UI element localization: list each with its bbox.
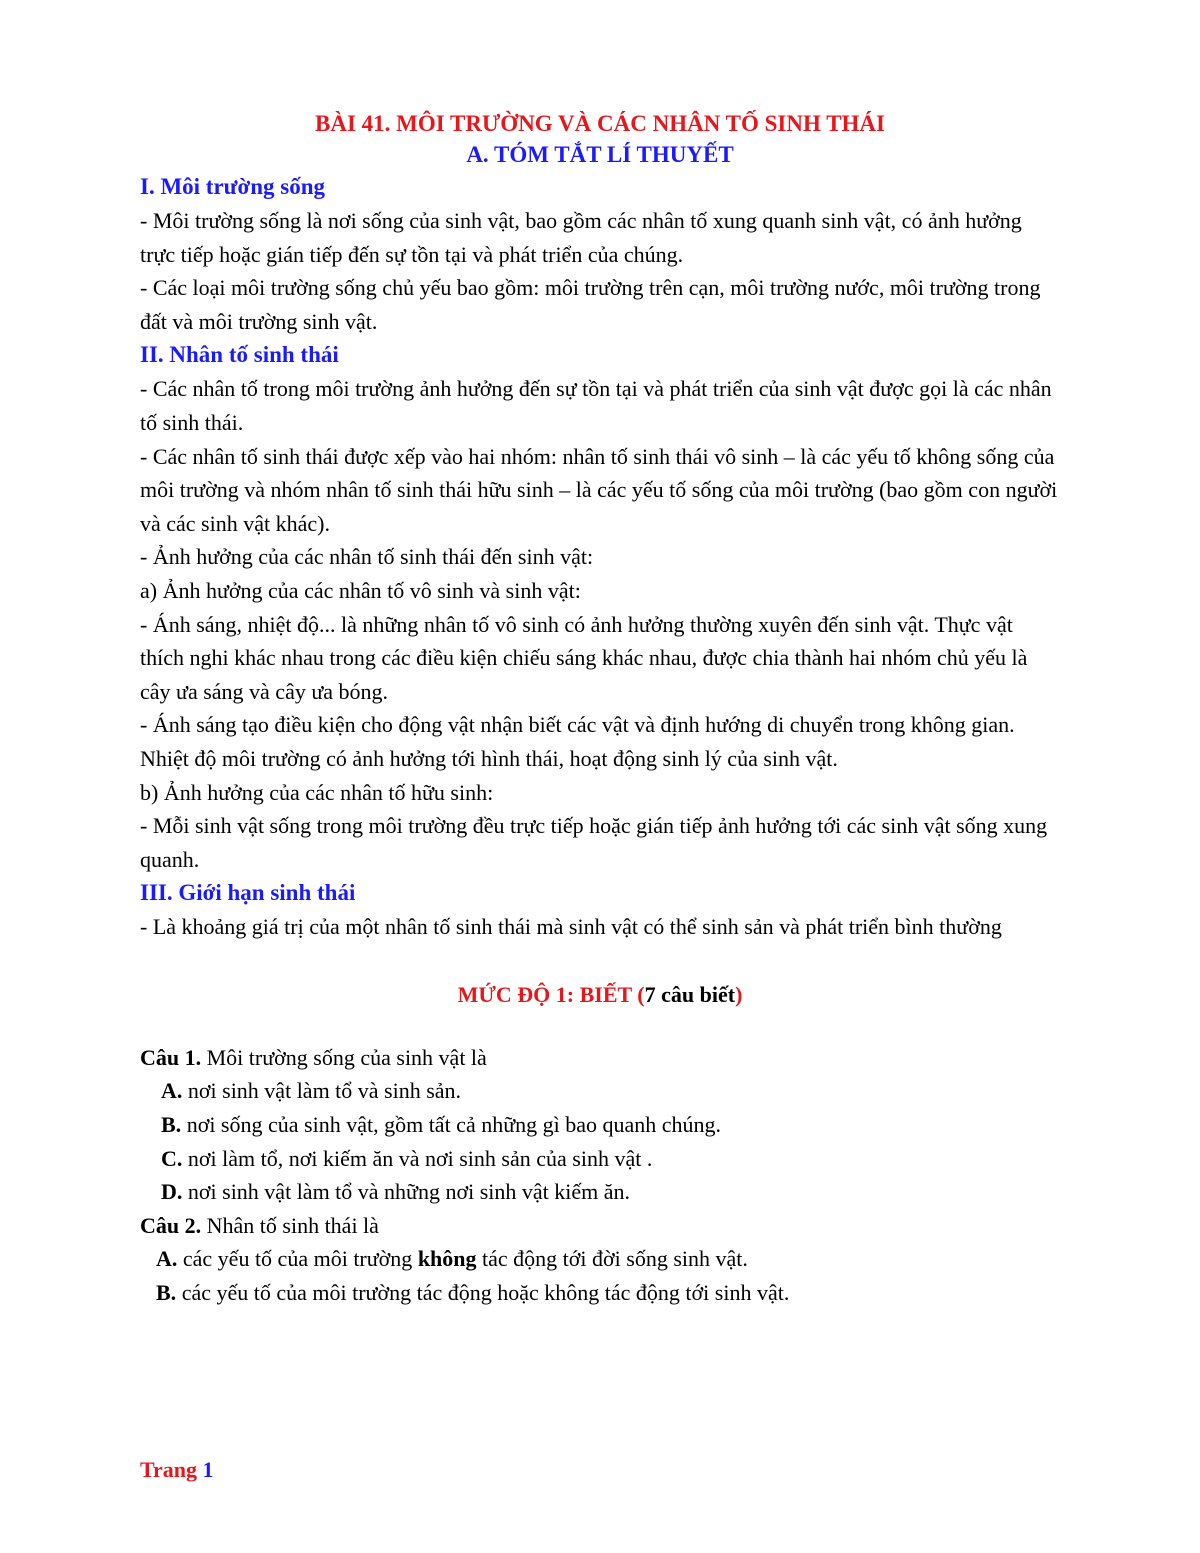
question-label: Câu 2. [140, 1212, 202, 1238]
option-text: nơi sinh vật làm tổ và những nơi sinh vật kiếm ăn. [182, 1179, 631, 1205]
question-2 [140, 1209, 1060, 1243]
footer-page-number: 1 [202, 1457, 214, 1482]
section-heading-ecological-factors: II. Nhân tố sinh thái [140, 342, 339, 368]
level-paren-close: ) [735, 981, 743, 1007]
question-text: Môi trường sống của sinh vật là [201, 1044, 487, 1070]
option-a [140, 1242, 1060, 1276]
option-text: nơi làm tổ, nơi kiếm ăn và nơi sinh sản của sinh vật . [182, 1145, 653, 1171]
footer-label: Trang [140, 1457, 203, 1482]
option-c [140, 1142, 1060, 1176]
paragraph: - Môi trường sống là nơi sống của sinh vật, bao gồm các nhân tố xung quanh sinh vật, có ảnh hưởng trực tiếp hoặc gián tiếp đến sự tồn tại và phát triển của chúng. [140, 208, 1022, 267]
level-label: MỨC ĐỘ 1: BIẾT [457, 981, 632, 1007]
option-b [140, 1108, 1060, 1142]
paragraph: - Các nhân tố sinh thái được xếp vào hai nhóm: nhân tố sinh thái vô sinh – là các yếu tố không sống của môi trường và nhóm nhân tố sinh thái hữu sinh – là các yếu tố sống của môi trường (bao gồm con người và các sinh vật khác). [140, 443, 1058, 536]
paragraph: b) Ảnh hưởng của các nhân tố hữu sinh: [140, 779, 494, 805]
summary-title: A. TÓM TẮT LÍ THUYẾT [466, 142, 734, 167]
paragraph: a) Ảnh hưởng của các nhân tố vô sinh và sinh vật: [140, 577, 581, 603]
option-letter: D. [161, 1179, 183, 1205]
option-letter: B. [161, 1112, 182, 1138]
option-d [140, 1175, 1060, 1209]
question-label: Câu 1. [140, 1044, 202, 1070]
document-content [140, 108, 1060, 1310]
level-count: 7 câu biết [644, 981, 736, 1007]
paragraph: - Các loại môi trường sống chủ yếu bao gồm: môi trường trên cạn, môi trường nước, môi trường trong đất và môi trường sinh vật. [140, 275, 1041, 334]
paragraph: - Ảnh hưởng của các nhân tố sinh thái đến sinh vật: [140, 544, 594, 570]
page-footer [140, 1456, 214, 1484]
option-letter: C. [161, 1145, 183, 1171]
option-text: các yếu tố của môi trường [177, 1246, 418, 1272]
option-letter: A. [161, 1078, 183, 1104]
level-paren-open: ( [631, 981, 645, 1007]
option-emphasis: không [417, 1246, 477, 1272]
question-text: Nhân tố sinh thái là [201, 1212, 379, 1238]
section-heading-ecological-limits: III. Giới hạn sinh thái [140, 880, 356, 906]
question-1 [140, 1041, 1060, 1075]
paragraph: - Mỗi sinh vật sống trong môi trường đều trực tiếp hoặc gián tiếp ảnh hưởng tới các sinh vật sống xung quanh. [140, 813, 1048, 872]
option-text: các yếu tố của môi trường tác động hoặc không tác động tới sinh vật. [176, 1280, 790, 1306]
paragraph: - Ánh sáng tạo điều kiện cho động vật nhận biết các vật và định hướng di chuyển trong không gian. Nhiệt độ môi trường có ảnh hưởng tới hình thái, hoạt động sinh lý của sinh vật. [140, 712, 1015, 771]
spacer [140, 1011, 1060, 1041]
spacer [140, 944, 1060, 978]
paragraph: - Các nhân tố trong môi trường ảnh hưởng đến sự tồn tại và phát triển của sinh vật được gọi là các nhân tố sinh thái. [140, 376, 1052, 435]
option-letter: A. [156, 1246, 178, 1272]
lesson-title: BÀI 41. MÔI TRƯỜNG VÀ CÁC NHÂN TỐ SINH THÁI [315, 111, 885, 136]
paragraph: - Ánh sáng, nhiệt độ... là những nhân tố vô sinh có ảnh hưởng thường xuyên đến sinh vật. Thực vật thích nghi khác nhau trong các điều kiện chiếu sáng khác nhau, được chia thành hai nhóm chủ yếu là cây ưa sáng và cây ưa bóng. [140, 611, 1028, 704]
section-heading-environment: I. Môi trường sống [140, 174, 325, 199]
option-a [140, 1074, 1060, 1108]
option-text: nơi sinh vật làm tổ và sinh sản. [182, 1078, 462, 1104]
option-text: tác động tới đời sống sinh vật. [476, 1246, 748, 1272]
option-letter: B. [156, 1280, 177, 1306]
option-b [140, 1276, 1060, 1310]
level-heading [140, 978, 1060, 1011]
option-text: nơi sống của sinh vật, gồm tất cả những gì bao quanh chúng. [181, 1112, 722, 1138]
paragraph: - Là khoảng giá trị của một nhân tố sinh thái mà sinh vật có thể sinh sản và phát triển bình thường [140, 914, 1002, 940]
